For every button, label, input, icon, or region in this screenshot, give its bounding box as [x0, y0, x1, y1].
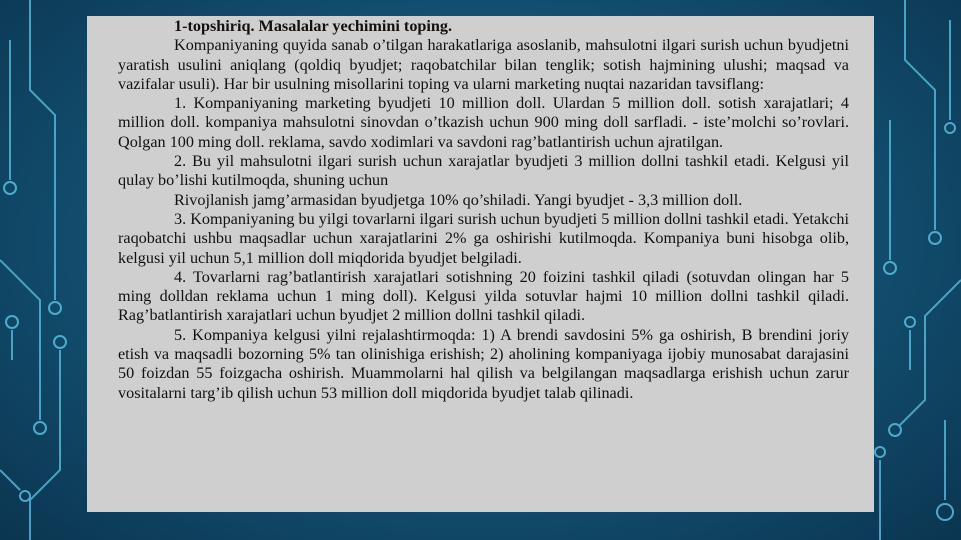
document-page: [87, 16, 874, 512]
task-title: 1-topshiriq. Masalalar yechimini toping.: [174, 17, 453, 35]
paragraph-item-4: 4. Tovarlarni rag’batlantirish xarajatlari sotishning 20 foizini tashkil qiladi (sotuvdan olingan har 5 ming dolldan reklama uchun 1 ming doll). Kelgusi yilda sotuvlar hajmi 10 million dollni tashkil qiladi. Rag’batlantirish xarajatlari uchun byudjet 2 million dollni tashkil qiladi.: [118, 267, 849, 325]
paragraph-item-3: 3. Kompaniyaning bu yilgi tovarlarni ilgari surish uchun byudjeti 5 million dollni tashkil etadi. Yetakchi raqobatchi ushbu maqsadlar uchun xarajatlarini 2% ga oshirishi kutilmoqda. Kompaniya buni hisobga olib, kelgusi yil uchun 5,1 million doll miqdorida byudjet belgiladi.: [118, 209, 849, 267]
paragraph-intro: Kompaniyaning quyida sanab o’tilgan harakatlariga asoslanib, mahsulotni ilgari surish uchun byudjetni yaratish usulini aniqlang (qoldiq byudjet; raqobatchilar bilan tenglik; sotish hajmining ulushi; maqsad va vazifalar usuli). Har bir usulning misollarini toping va ularni marketing nuqtai nazaridan tavsiflang:: [118, 36, 849, 93]
paragraph-item-5: 5. Kompaniya kelgusi yilni rejalashtirmoqda: 1) A brendi savdosini 5% ga oshirish, B brendini joriy etish va maqsadli bozorning 5% tan olinishiga erishish; 2) aholining kompaniyaga ijobiy munosabat darajasini 50 foizdan 55 foizgacha oshirish. Muammolarni hal qilish va belgilangan maqsadlarga erishish uchun zarur vositalarni targ’ib qilish uchun 53 million doll miqdorida byudjet talab qilinadi.: [118, 325, 849, 402]
paragraph-item-2: 2. Bu yil mahsulotni ilgari surish uchun xarajatlar byudjeti 3 million dollni tashkil etadi. Kelgusi yil qulay bo’lishi kutilmoqda, shuning uchun: [118, 152, 849, 190]
paragraph-item-1: 1. Kompaniyaning marketing byudjeti 10 million doll. Ulardan 5 million doll. sotish xarajatlari; 4 million doll. kompaniya mahsulotni sinovdan o’tkazish uchun 900 ming doll sarfladi. - iste’molchi so’rovlari. Qolgan 100 ming doll. reklama, savdo xodimlari va savdoni rag’batlantirish uchun ajratilgan.: [118, 94, 849, 151]
paragraph-item-2-continued: Rivojlanish jamg’armasidan byudjetga 10% qo’shiladi. Yangi byudjet - 3,3 million doll.: [174, 190, 743, 209]
